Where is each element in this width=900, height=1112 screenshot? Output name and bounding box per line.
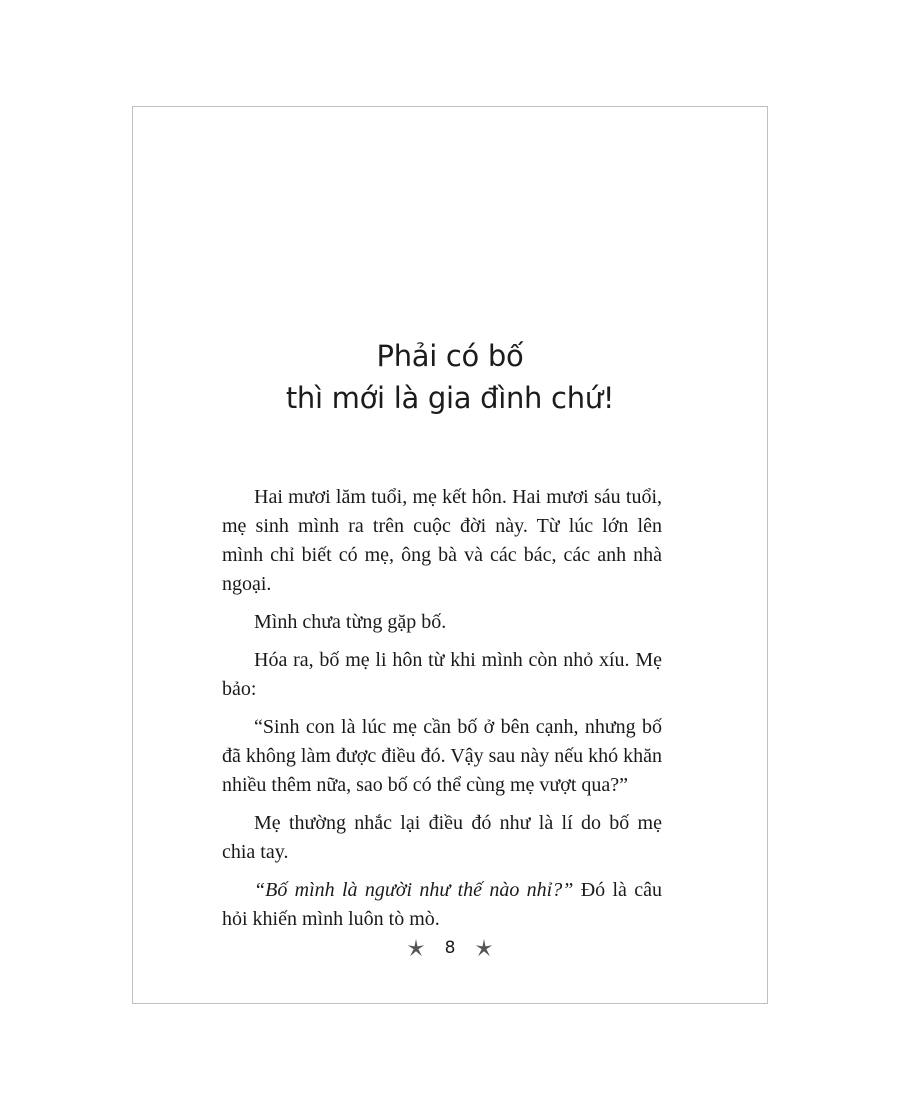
star-icon [405, 937, 427, 959]
paragraph-2: Mình chưa từng gặp bố. [254, 611, 447, 633]
inner-thought-quote: “Bố mình là người như thế nào nhỉ?” [254, 879, 574, 901]
star-icon [473, 937, 495, 959]
page-number: 8 [444, 938, 456, 958]
chapter-title [133, 335, 767, 419]
paragraph-5: Mẹ thường nhắc lại điều đó như là lí do bố mẹ chia tay. [222, 812, 662, 863]
chapter-body [222, 483, 662, 934]
paragraph-4: “Sinh con là lúc mẹ cần bố ở bên cạnh, nhưng bố đã không làm được điều đó. Vậy sau này nếu khó khăn nhiều thêm nữa, sao bố có thể cùng mẹ vượt qua?” [222, 716, 662, 796]
paragraph-3: Hóa ra, bố mẹ li hôn từ khi mình còn nhỏ xíu. Mẹ bảo: [222, 649, 662, 700]
paragraph-6 [222, 876, 662, 934]
paragraph-1: Hai mươi lăm tuổi, mẹ kết hôn. Hai mươi sáu tuổi, mẹ sinh mình ra trên cuộc đời này. Từ lúc lớn lên mình chỉ biết có mẹ, ông bà và các bác, các anh nhà ngoại. [222, 486, 662, 595]
book-page [132, 106, 768, 1004]
chapter-title-line-1: Phải có bố [376, 339, 524, 373]
page-footer [133, 937, 767, 959]
chapter-title-line-2: thì mới là gia đình chứ! [285, 381, 615, 415]
paragraph-6-rest: Đó là câu hỏi khiến mình luôn tò mò. [222, 879, 662, 930]
